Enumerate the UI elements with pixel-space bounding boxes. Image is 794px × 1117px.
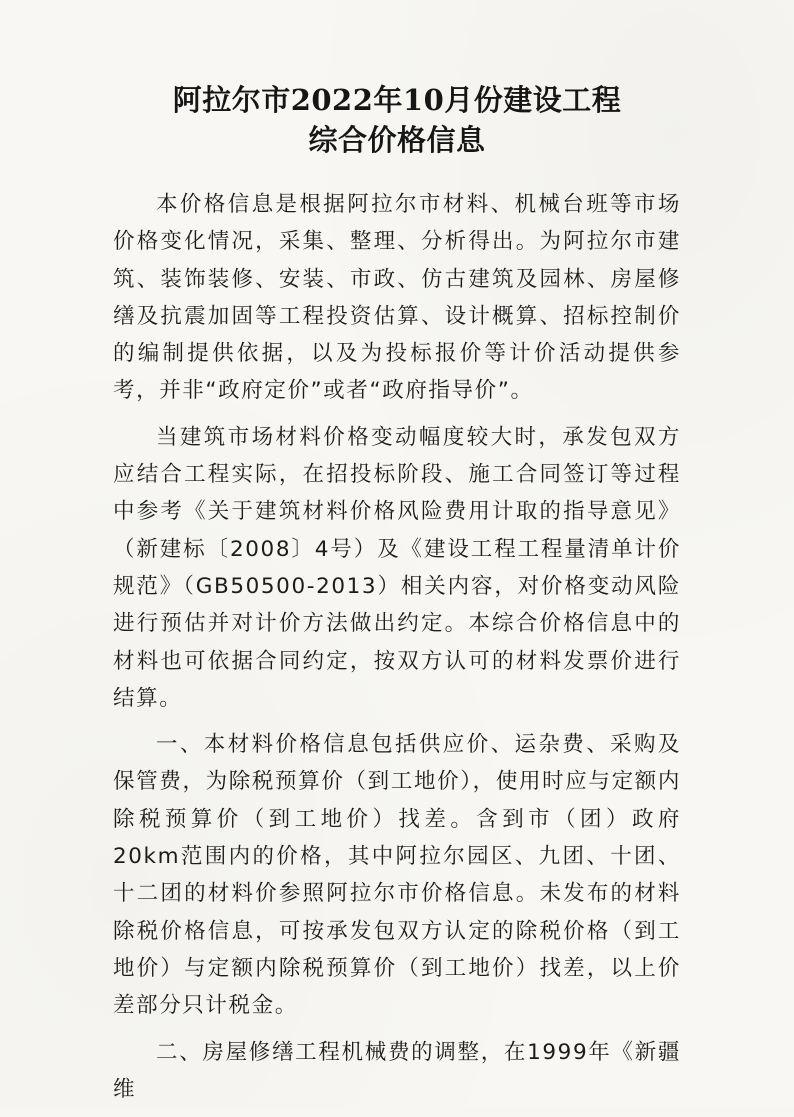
paragraph-risk: 当建筑市场材料价格变动幅度较大时，承发包双方应结合工程实际，在招投标阶段、施工合同签订等过程中参考《关于建筑材料价格风险费用计取的指导意见》（新建标〔2008〕4号）及《建设工程工程量清单计价规范》（GB50500-2013）相关内容，对价格变动风险进行预估并对计价方法做出约定。本综合价格信息中的材料也可依据合同约定，按双方认可的材料发票价进行结算。 xyxy=(113,424,681,711)
document-title-line2: 综合价格信息 xyxy=(308,123,486,157)
document-title-line1: 阿拉尔市2022年10月份建设工程 xyxy=(172,83,622,117)
paragraph-section-1: 一、本材料价格信息包括供应价、运杂费、采购及保管费，为除税预算价（到工地价），使用时应与定额内除税预算价（到工地价）找差。含到市（团）政府20km范围内的价格，其中阿拉尔园区、九团、十团、十二团的材料价参照阿拉尔市价格信息。未发布的材料除税价格信息，可按承发包双方认定的除税价格（到工地价）与定额内除税预算价（到工地价）找差，以上价差部分只计税金。 xyxy=(113,732,681,1019)
document-body xyxy=(113,186,681,1117)
paragraph-intro: 本价格信息是根据阿拉尔市材料、机械台班等市场价格变化情况，采集、整理、分析得出。为阿拉尔市建筑、装饰装修、安装、市政、仿古建筑及园林、房屋修缮及抗震加固等工程投资估算、设计概算、招标控制价的编制提供依据，以及为投标报价等计价活动提供参考，并非“政府定价”或者“政府指导价”。 xyxy=(113,192,681,404)
paragraph-section-2: 二、房屋修缮工程机械费的调整，在1999年《新疆维 xyxy=(113,1039,681,1102)
